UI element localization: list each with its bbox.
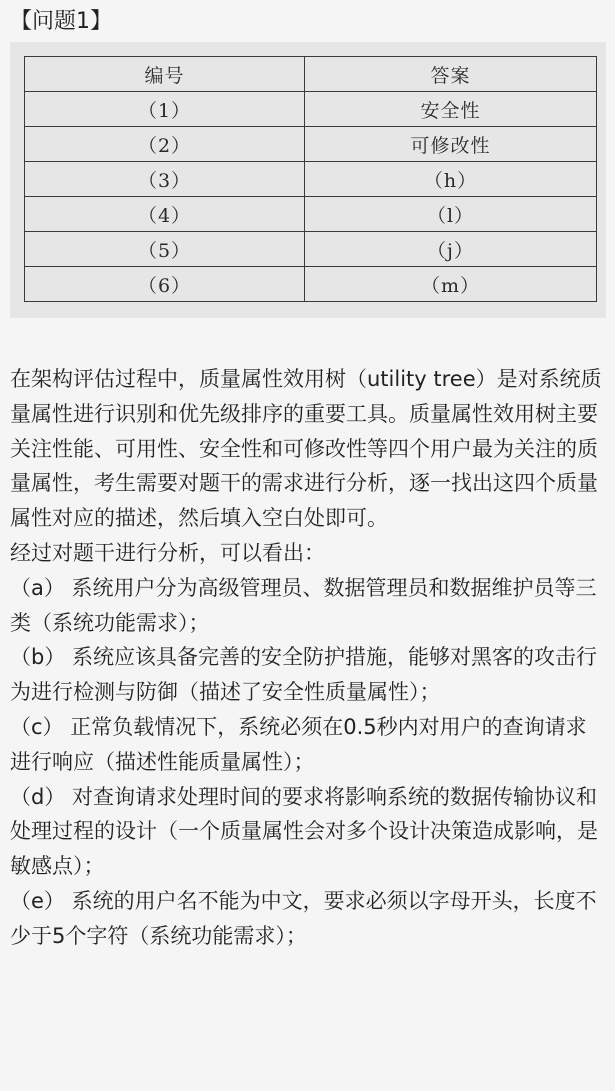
item-b: （b） 系统应该具备完善的安全防护措施，能够对黑客的攻击行为进行检测与防御（描述了安全性质量属性）；	[10, 645, 598, 705]
item-e: （e） 系统的用户名不能为中文，要求必须以字母开头，长度不少于5个字符（系统功能需求）；	[10, 888, 597, 948]
cell-answer: （l）	[305, 197, 597, 232]
item-a: （a） 系统用户分为高级管理员、数据管理员和数据维护员等三类（系统功能需求）；	[10, 575, 597, 635]
intro-paragraph: 在架构评估过程中，质量属性效用树（utility tree）是对系统质量属性进行识别和优先级排序的重要工具。质量属性效用树主要关注性能、可用性、安全性和可修改性等四个用户最为关注的质量属性，考生需要对题干的需求进行分析，逐一找出这四个质量属性对应的描述，然后填入空白处即可。	[10, 367, 602, 531]
cell-number: （2）	[25, 127, 305, 162]
table-row	[25, 92, 597, 127]
cell-answer: （j）	[305, 232, 597, 267]
item-d: （d） 对查询请求处理时间的要求将影响系统的数据传输协议和处理过程的设计（一个质量属性会对多个设计决策造成影响，是敏感点）；	[10, 784, 598, 879]
cell-answer: （h）	[305, 162, 597, 197]
cell-number: （5）	[25, 232, 305, 267]
table-header-row	[25, 57, 597, 92]
answer-table-image	[10, 42, 606, 318]
cell-answer: 可修改性	[305, 127, 597, 162]
cell-number: （6）	[25, 267, 305, 302]
cell-number: （1）	[25, 92, 305, 127]
cell-answer: 安全性	[305, 92, 597, 127]
analysis-lead: 经过对题干进行分析，可以看出：	[10, 540, 325, 565]
column-header-answer: 答案	[305, 57, 597, 92]
table-row	[25, 267, 597, 302]
cell-number: （4）	[25, 197, 305, 232]
answer-table	[24, 56, 597, 302]
column-header-number: 编号	[25, 57, 305, 92]
table-row	[25, 197, 597, 232]
cell-number: （3）	[25, 162, 305, 197]
table-row	[25, 127, 597, 162]
table-row	[25, 162, 597, 197]
item-c: （c） 正常负载情况下，系统必须在0.5秒内对用户的查询请求进行响应（描述性能质量属性）；	[10, 714, 587, 774]
table-row	[25, 232, 597, 267]
cell-answer: （m）	[305, 267, 597, 302]
question-heading: 【问题1】	[10, 9, 112, 34]
analysis-text	[10, 362, 606, 954]
